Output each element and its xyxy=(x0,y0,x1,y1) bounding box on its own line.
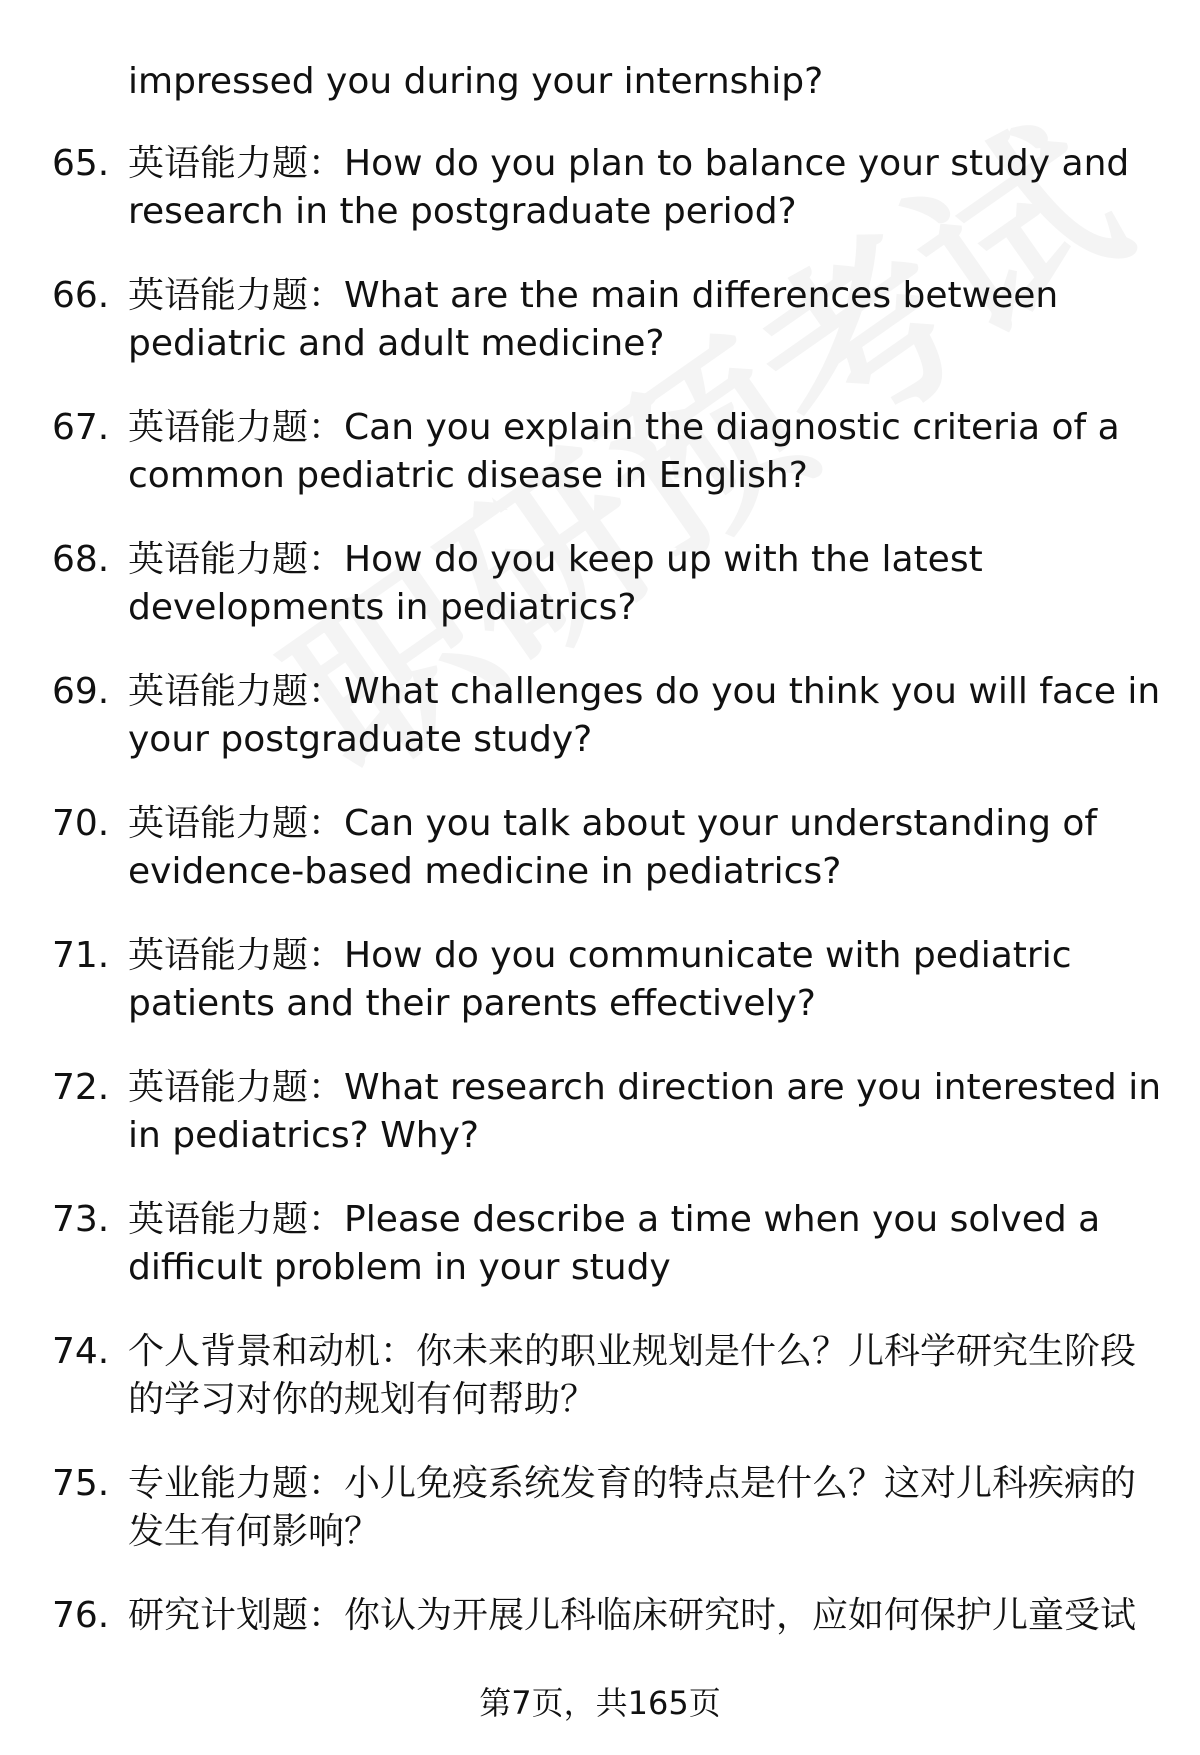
question-line-2: difficult problem in your study xyxy=(128,1247,671,1288)
question-line-1: 英语能力题：Can you talk about your understanding of xyxy=(128,803,1098,844)
question-line-1: 英语能力题：Can you explain the diagnostic criteria of a xyxy=(128,407,1120,448)
question-number: 73. xyxy=(52,1199,110,1240)
question-number: 76. xyxy=(52,1595,110,1636)
question-item xyxy=(0,1592,1200,1688)
question-item xyxy=(0,1460,1200,1556)
question-number: 74. xyxy=(52,1331,110,1372)
question-text xyxy=(128,1064,1162,1160)
question-number: 66. xyxy=(52,275,110,316)
question-line-2: developments in pediatrics? xyxy=(128,587,637,628)
question-number: 67. xyxy=(52,407,110,448)
question-line-2: patients and their parents effectively? xyxy=(128,983,816,1024)
question-text xyxy=(128,404,1148,500)
question-list xyxy=(0,140,1200,1724)
question-line-2: research in the postgraduate period? xyxy=(128,191,797,232)
question-line-2: 的学习对你的规划有何帮助？ xyxy=(128,1379,597,1420)
question-line-1: 英语能力题：How do you communicate with pediatric xyxy=(128,935,1072,976)
question-text xyxy=(128,932,1148,1028)
question-item xyxy=(0,932,1200,1028)
question-item xyxy=(0,1064,1200,1160)
question-text xyxy=(128,140,1148,236)
question-line-2: 发生有何影响？ xyxy=(128,1511,381,1552)
question-line-2: your postgraduate study? xyxy=(128,719,593,760)
question-text xyxy=(128,272,1148,368)
question-text xyxy=(128,1196,1148,1292)
question-text xyxy=(128,536,1148,632)
question-line-1: 英语能力题：How do you plan to balance your study and xyxy=(128,143,1130,184)
question-text xyxy=(128,1592,1148,1640)
question-item xyxy=(0,668,1200,764)
question-line-1: 专业能力题：小儿免疫系统发育的特点是什么？这对儿科疾病的 xyxy=(128,1463,1137,1504)
question-line-2: in pediatrics? Why? xyxy=(128,1115,480,1156)
question-line-1: 研究计划题：你认为开展儿科临床研究时，应如何保护儿童受试 xyxy=(128,1595,1137,1636)
question-text xyxy=(128,1328,1148,1424)
question-text xyxy=(128,800,1148,896)
question-line-2: common pediatric disease in English? xyxy=(128,455,808,496)
question-item xyxy=(0,404,1200,500)
question-text xyxy=(128,668,1161,764)
page-footer: 第7页，共165页 xyxy=(479,1684,721,1722)
question-item xyxy=(0,800,1200,896)
question-number: 72. xyxy=(52,1067,110,1108)
continued-question-text: impressed you during your internship? xyxy=(128,61,824,102)
question-number: 75. xyxy=(52,1463,110,1504)
question-item xyxy=(0,140,1200,236)
question-number: 71. xyxy=(52,935,110,976)
question-number: 70. xyxy=(52,803,110,844)
question-text xyxy=(128,1460,1148,1556)
question-number: 68. xyxy=(52,539,110,580)
question-item xyxy=(0,536,1200,632)
question-item xyxy=(0,272,1200,368)
question-line-1: 英语能力题：How do you keep up with the latest xyxy=(128,539,983,580)
question-line-2: evidence-based medicine in pediatrics? xyxy=(128,851,842,892)
question-number: 69. xyxy=(52,671,110,712)
question-line-1: 英语能力题：What challenges do you think you will face in xyxy=(128,671,1161,712)
question-item xyxy=(0,1328,1200,1424)
question-line-1: 英语能力题：What research direction are you interested in xyxy=(128,1067,1162,1108)
question-number: 65. xyxy=(52,143,110,184)
question-item xyxy=(0,1196,1200,1292)
question-line-2: pediatric and adult medicine? xyxy=(128,323,665,364)
question-line-1: 英语能力题：What are the main differences between xyxy=(128,275,1059,316)
question-line-1: 个人背景和动机：你未来的职业规划是什么？儿科学研究生阶段 xyxy=(128,1331,1137,1372)
question-line-1: 英语能力题：Please describe a time when you solved a xyxy=(128,1199,1101,1240)
